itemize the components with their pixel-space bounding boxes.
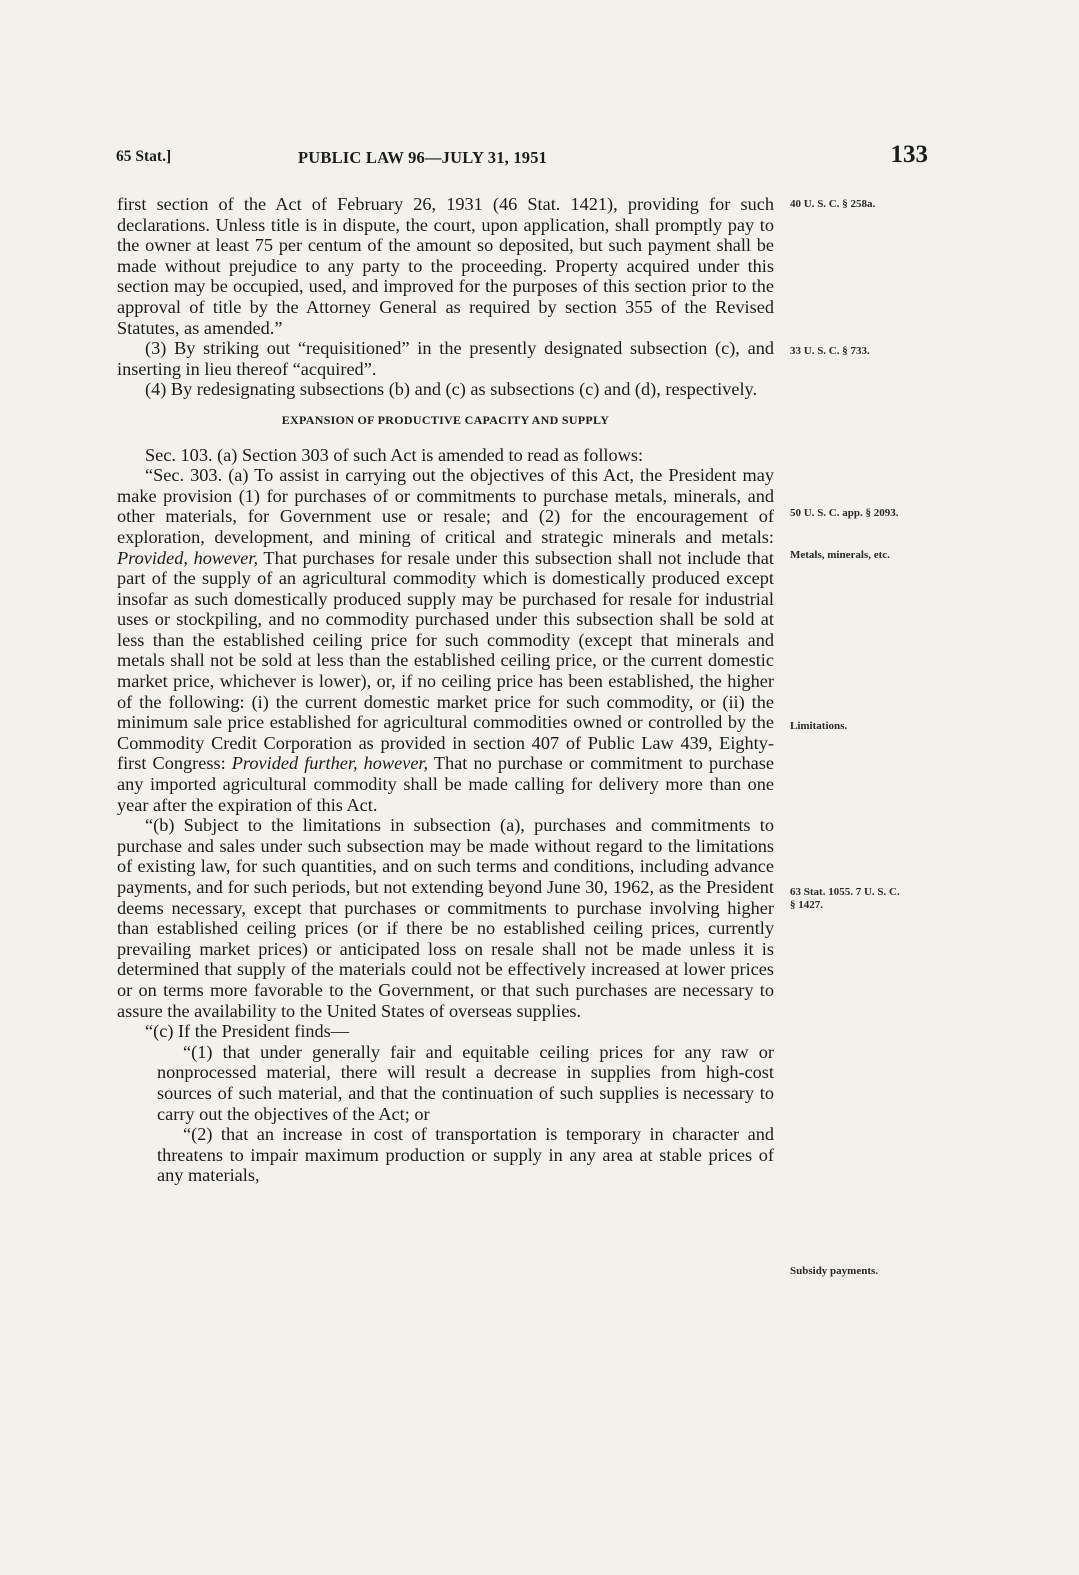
paragraph-sec-303-c: “(c) If the President finds— bbox=[145, 1021, 350, 1042]
proviso-2: Provided further, however, bbox=[231, 753, 429, 774]
proviso-1: Provided, however, bbox=[117, 547, 259, 568]
margin-note-63-stat: 63 Stat. 1055. 7 U. S. C. § 1427. bbox=[790, 886, 900, 911]
sec-303-a-text-2: That purchases for resale under this subsection shall not include that part of the supply of an agricultural commodity which is domestically produced except insofar as such domestically produced supply may be purchased for resale for industrial uses or stockpiling, and no commodity purchased under this subsection shall be sold at less than the established ceiling price for such commodity (except that minerals and metals shall not be sold at less than the established ceiling price, or the current domestic market price, whichever is lower), or, if no ceiling price has been established, the higher of the following: (i) the current domestic market price for such commodity, or (ii) the minimum sale price established for agricultural commodities owned or controlled by the Commodity Credit Corporation as provided in section 407 of Public Law 439, Eighty-first Congress: bbox=[117, 547, 774, 774]
margin-note-metals: Metals, minerals, etc. bbox=[790, 549, 890, 561]
body-text bbox=[117, 194, 774, 1186]
paragraph-clause-2: “(2) that an increase in cost of transportation is temporary in character and threatens to impair maximum production or supply in any area at stable prices of any materials, bbox=[157, 1124, 774, 1186]
margin-note-subsidy: Subsidy payments. bbox=[790, 1265, 879, 1277]
margin-note-50-usc: 50 U. S. C. app. § 2093. bbox=[790, 507, 899, 519]
paragraph-sec-303-a bbox=[117, 465, 774, 815]
paragraph-continuation: first section of the Act of February 26, 1931 (46 Stat. 1421), providing for such declarations. Unless title is in dispute, the court, upon application, shall promptly pay to the owner at least 75 per centum of the amount so deposited, but such payment shall be made without prejudice to any party to the proceeding. Property acquired under this section may be occupied, used, and improved for the purposes of this section prior to the approval of title by the Attorney General as required by section 355 of the Revised Statutes, as amended.” bbox=[117, 194, 774, 338]
paragraph-clause-1: “(1) that under generally fair and equitable ceiling prices for any raw or nonprocessed material, there will result a decrease in supplies from high-cost sources of such material, and that the continuation of such supplies is necessary to carry out the objectives of the Act; or bbox=[157, 1041, 774, 1124]
sec-303-a-text-3: That no purchase or commitment to purchase any imported agricultural commodity shall be made calling for delivery more than one year after the expiration of this Act. bbox=[117, 753, 774, 815]
paragraph-sec-103: Sec. 103. (a) Section 303 of such Act is amended to read as follows: bbox=[145, 444, 644, 465]
margin-note-33-usc: 33 U. S. C. § 733. bbox=[790, 345, 870, 357]
volume-citation: 65 Stat.] bbox=[116, 148, 172, 165]
paragraph-amendment-4: (4) By redesignating subsections (b) and (c) as subsections (c) and (d), respectively. bbox=[145, 379, 758, 400]
page-number: 133 bbox=[890, 141, 928, 168]
paragraph-sec-303-b: “(b) Subject to the limitations in subsection (a), purchases and commitments to purchase and sales under such subsection may be made without regard to the limitations of existing law, for such quantities, and on such terms and conditions, including advance payments, and for such periods, but not extending beyond June 30, 1962, as the President deems necessary, except that purchases or commitments to purchase involving higher than established ceiling prices (or if there be no established ceiling prices, currently prevailing market prices) or anticipated loss on resale shall not be made unless it is determined that supply of the materials could not be effectively increased at lower prices or on terms more favorable to the Government, or that such purchases are necessary to assure the availability to the United States of overseas supplies. bbox=[117, 815, 774, 1021]
sec-303-a-text: “Sec. 303. (a) To assist in carrying out the objectives of this Act, the President may make provision (1) for purchases of or commitments to purchase metals, minerals, and other materials, for Government use or resale; and (2) for the encouragement of exploration, development, and mining of critical and strategic minerals and metals: bbox=[117, 465, 774, 547]
margin-note-40-usc: 40 U. S. C. § 258a. bbox=[790, 198, 876, 210]
paragraph-amendment-3: (3) By striking out “requisitioned” in the presently designated subsection (c), and inserting in lieu thereof “acquired”. bbox=[117, 338, 774, 379]
section-heading: EXPANSION OF PRODUCTIVE CAPACITY AND SUPPLY bbox=[281, 412, 610, 427]
page-header bbox=[116, 141, 936, 175]
running-title: PUBLIC LAW 96—JULY 31, 1951 bbox=[298, 148, 548, 167]
margin-note-limitations: Limitations. bbox=[790, 720, 848, 732]
